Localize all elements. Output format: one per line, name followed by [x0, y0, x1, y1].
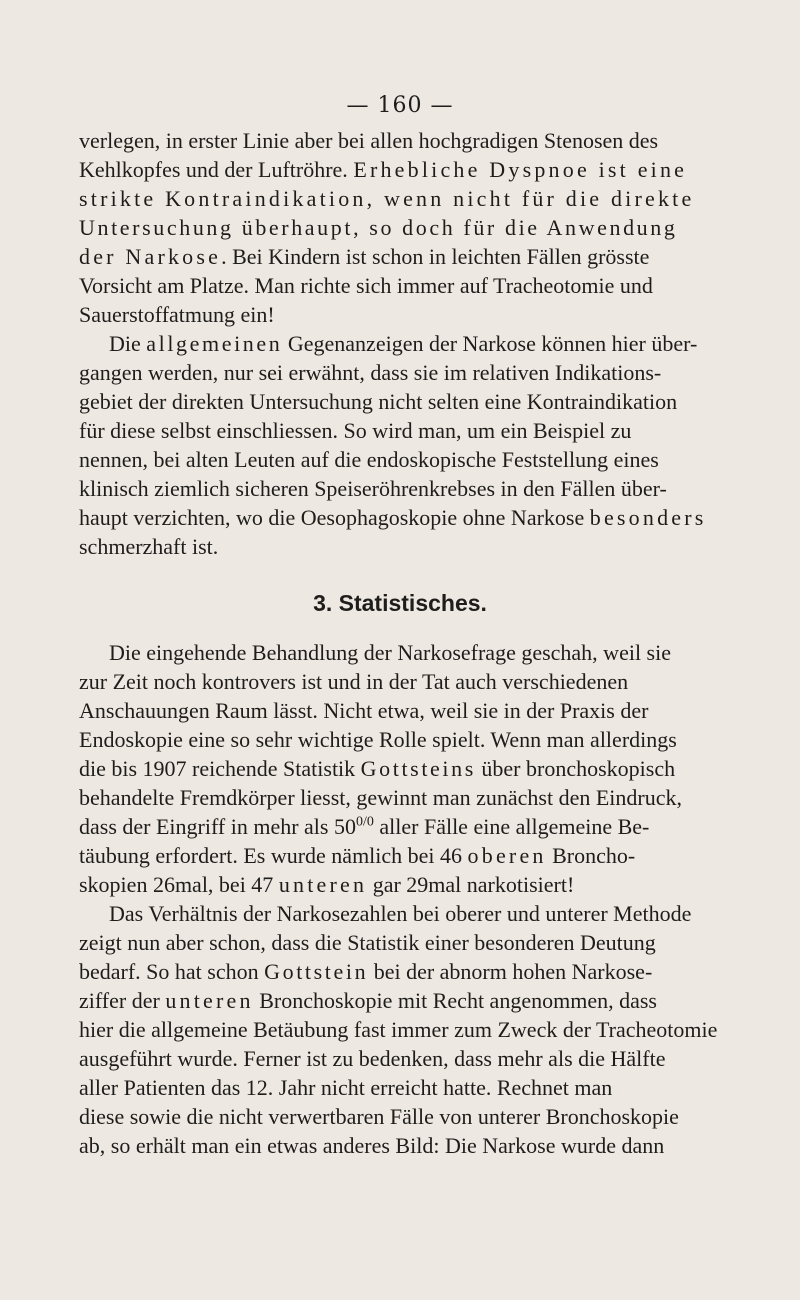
text-run: gar 29mal narkotisiert!	[367, 872, 575, 897]
text-run: für diese selbst einschliessen. So wird man, um ein Beispiel zu	[79, 418, 632, 443]
text-line	[79, 698, 648, 724]
text-run: die bis 1907 reichende Statistik	[79, 756, 361, 781]
text-run: gebiet der direkten Untersuchung nicht selten eine Kontraindikation	[79, 389, 678, 414]
text-run: zur Zeit noch kontrovers ist und in der Tat auch verschiedenen	[79, 669, 629, 694]
text-line	[79, 814, 649, 840]
text-run: diese sowie die nicht verwertbaren Fälle von unterer Bronchoskopie	[79, 1104, 679, 1129]
text-run: Anschauungen Raum lässt. Nicht etwa, weil sie in der Praxis der	[79, 698, 649, 723]
page-number: — 160 —	[346, 93, 454, 118]
text-line	[79, 1104, 679, 1130]
text-run: Das Verhältnis der Narkosezahlen bei oberer und unterer Methode	[109, 901, 692, 926]
text-run: Sauerstoffatmung ein!	[79, 302, 275, 327]
emphasized-text: allgemeinen	[146, 331, 283, 356]
text-line	[79, 756, 675, 782]
text-line	[79, 534, 218, 560]
text-run: Gegenanzeigen der Narkose können hier über-	[282, 331, 698, 356]
text-line	[79, 157, 687, 183]
text-run: täubung erfordert. Es wurde nämlich bei 46	[79, 843, 468, 868]
text-line	[79, 785, 682, 811]
text-line	[79, 1133, 664, 1159]
text-run: bedarf. So hat schon	[79, 959, 265, 984]
text-run: Broncho-	[546, 843, 636, 868]
text-run: hier die allgemeine Betäubung fast immer zum Zweck der Tracheotomie	[79, 1017, 718, 1042]
section-heading: 3. Statistisches.	[313, 590, 487, 616]
text-line	[79, 505, 707, 531]
text-line	[79, 244, 649, 270]
text-line	[79, 872, 574, 898]
text-run: verlegen, in erster Linie aber bei allen hochgradigen Stenosen des	[79, 128, 659, 153]
text-line	[79, 1046, 665, 1072]
text-line	[79, 959, 652, 985]
text-run: über bronchoskopisch	[475, 756, 676, 781]
text-line	[79, 302, 275, 328]
text-run: klinisch ziemlich sicheren Speiseröhrenkrebses in den Fällen über-	[79, 476, 667, 501]
text-line	[79, 988, 657, 1014]
text-line	[79, 930, 656, 956]
text-run: bei der abnorm hohen Narkose-	[368, 959, 653, 984]
text-line	[109, 331, 697, 357]
text-run: Vorsicht am Platze. Man richte sich immer auf Tracheotomie und	[79, 273, 653, 298]
text-run: ziffer der	[79, 988, 166, 1013]
text-line	[79, 418, 631, 444]
text-line	[79, 1017, 717, 1043]
text-line	[79, 128, 658, 154]
emphasized-text: der Narkose	[79, 244, 222, 269]
text-run: haupt verzichten, wo die Oesophagoskopie ohne Narkose	[79, 505, 590, 530]
text-run: Endoskopie eine so sehr wichtige Rolle spielt. Wenn man allerdings	[79, 727, 677, 752]
text-run: dass der Eingriff in mehr als 50	[79, 814, 356, 839]
text-run: Die	[109, 331, 147, 356]
emphasized-text: Untersuchung überhaupt, so doch für die Anwendung	[79, 215, 678, 240]
text-line	[109, 901, 691, 927]
text-run: Bronchoskopie mit Recht angenommen, dass	[253, 988, 657, 1013]
emphasized-text: besonders	[589, 505, 707, 530]
text-run: nennen, bei alten Leuten auf die endoskopische Feststellung eines	[79, 447, 659, 472]
text-line	[79, 669, 628, 695]
emphasized-text: oberen	[467, 843, 547, 868]
text-run: zeigt nun aber schon, dass die Statistik einer besonderen Deutung	[79, 930, 656, 955]
emphasized-text: Gottsteins	[360, 756, 476, 781]
text-run: Die eingehende Behandlung der Narkosefrage geschah, weil sie	[109, 640, 671, 665]
text-line	[79, 727, 677, 753]
text-line	[79, 1075, 612, 1101]
text-line	[79, 186, 694, 212]
text-line	[79, 360, 661, 386]
emphasized-text: strikte Kontraindikation, wenn nicht für die direkte	[79, 186, 695, 211]
text-run: aller Fälle eine allgemeine Be-	[373, 814, 650, 839]
text-run: ausgeführt wurde. Ferner ist zu bedenken, dass mehr als die Hälfte	[79, 1046, 666, 1071]
text-line	[109, 640, 671, 666]
emphasized-text: Gottstein	[264, 959, 369, 984]
text-line	[79, 389, 677, 415]
text-run: ab, so erhält man ein etwas anderes Bild: Die Narkose wurde dann	[79, 1133, 665, 1158]
text-line	[79, 843, 635, 869]
text-run: Kehlkopfes und der Luftröhre.	[79, 157, 354, 182]
text-run: aller Patienten das 12. Jahr nicht erreicht hatte. Rechnet man	[79, 1075, 613, 1100]
text-run: gangen werden, nur sei erwähnt, dass sie im relativen Indikations-	[79, 360, 662, 385]
text-line	[79, 273, 653, 299]
text-line	[79, 215, 677, 241]
emphasized-text: unteren	[165, 988, 254, 1013]
percent-sign: 0/0	[355, 814, 374, 830]
text-run: skopien 26mal, bei 47	[79, 872, 279, 897]
emphasized-text: unteren	[278, 872, 368, 897]
text-run: behandelte Fremdkörper liesst, gewinnt man zunächst den Eindruck,	[79, 785, 682, 810]
text-run: schmerzhaft ist.	[79, 534, 219, 559]
text-run: . Bei Kindern ist schon in leichten Fällen grösste	[221, 244, 650, 269]
emphasized-text: Erhebliche Dyspnoe ist eine	[353, 157, 688, 182]
text-line	[79, 447, 659, 473]
text-line	[79, 476, 667, 502]
